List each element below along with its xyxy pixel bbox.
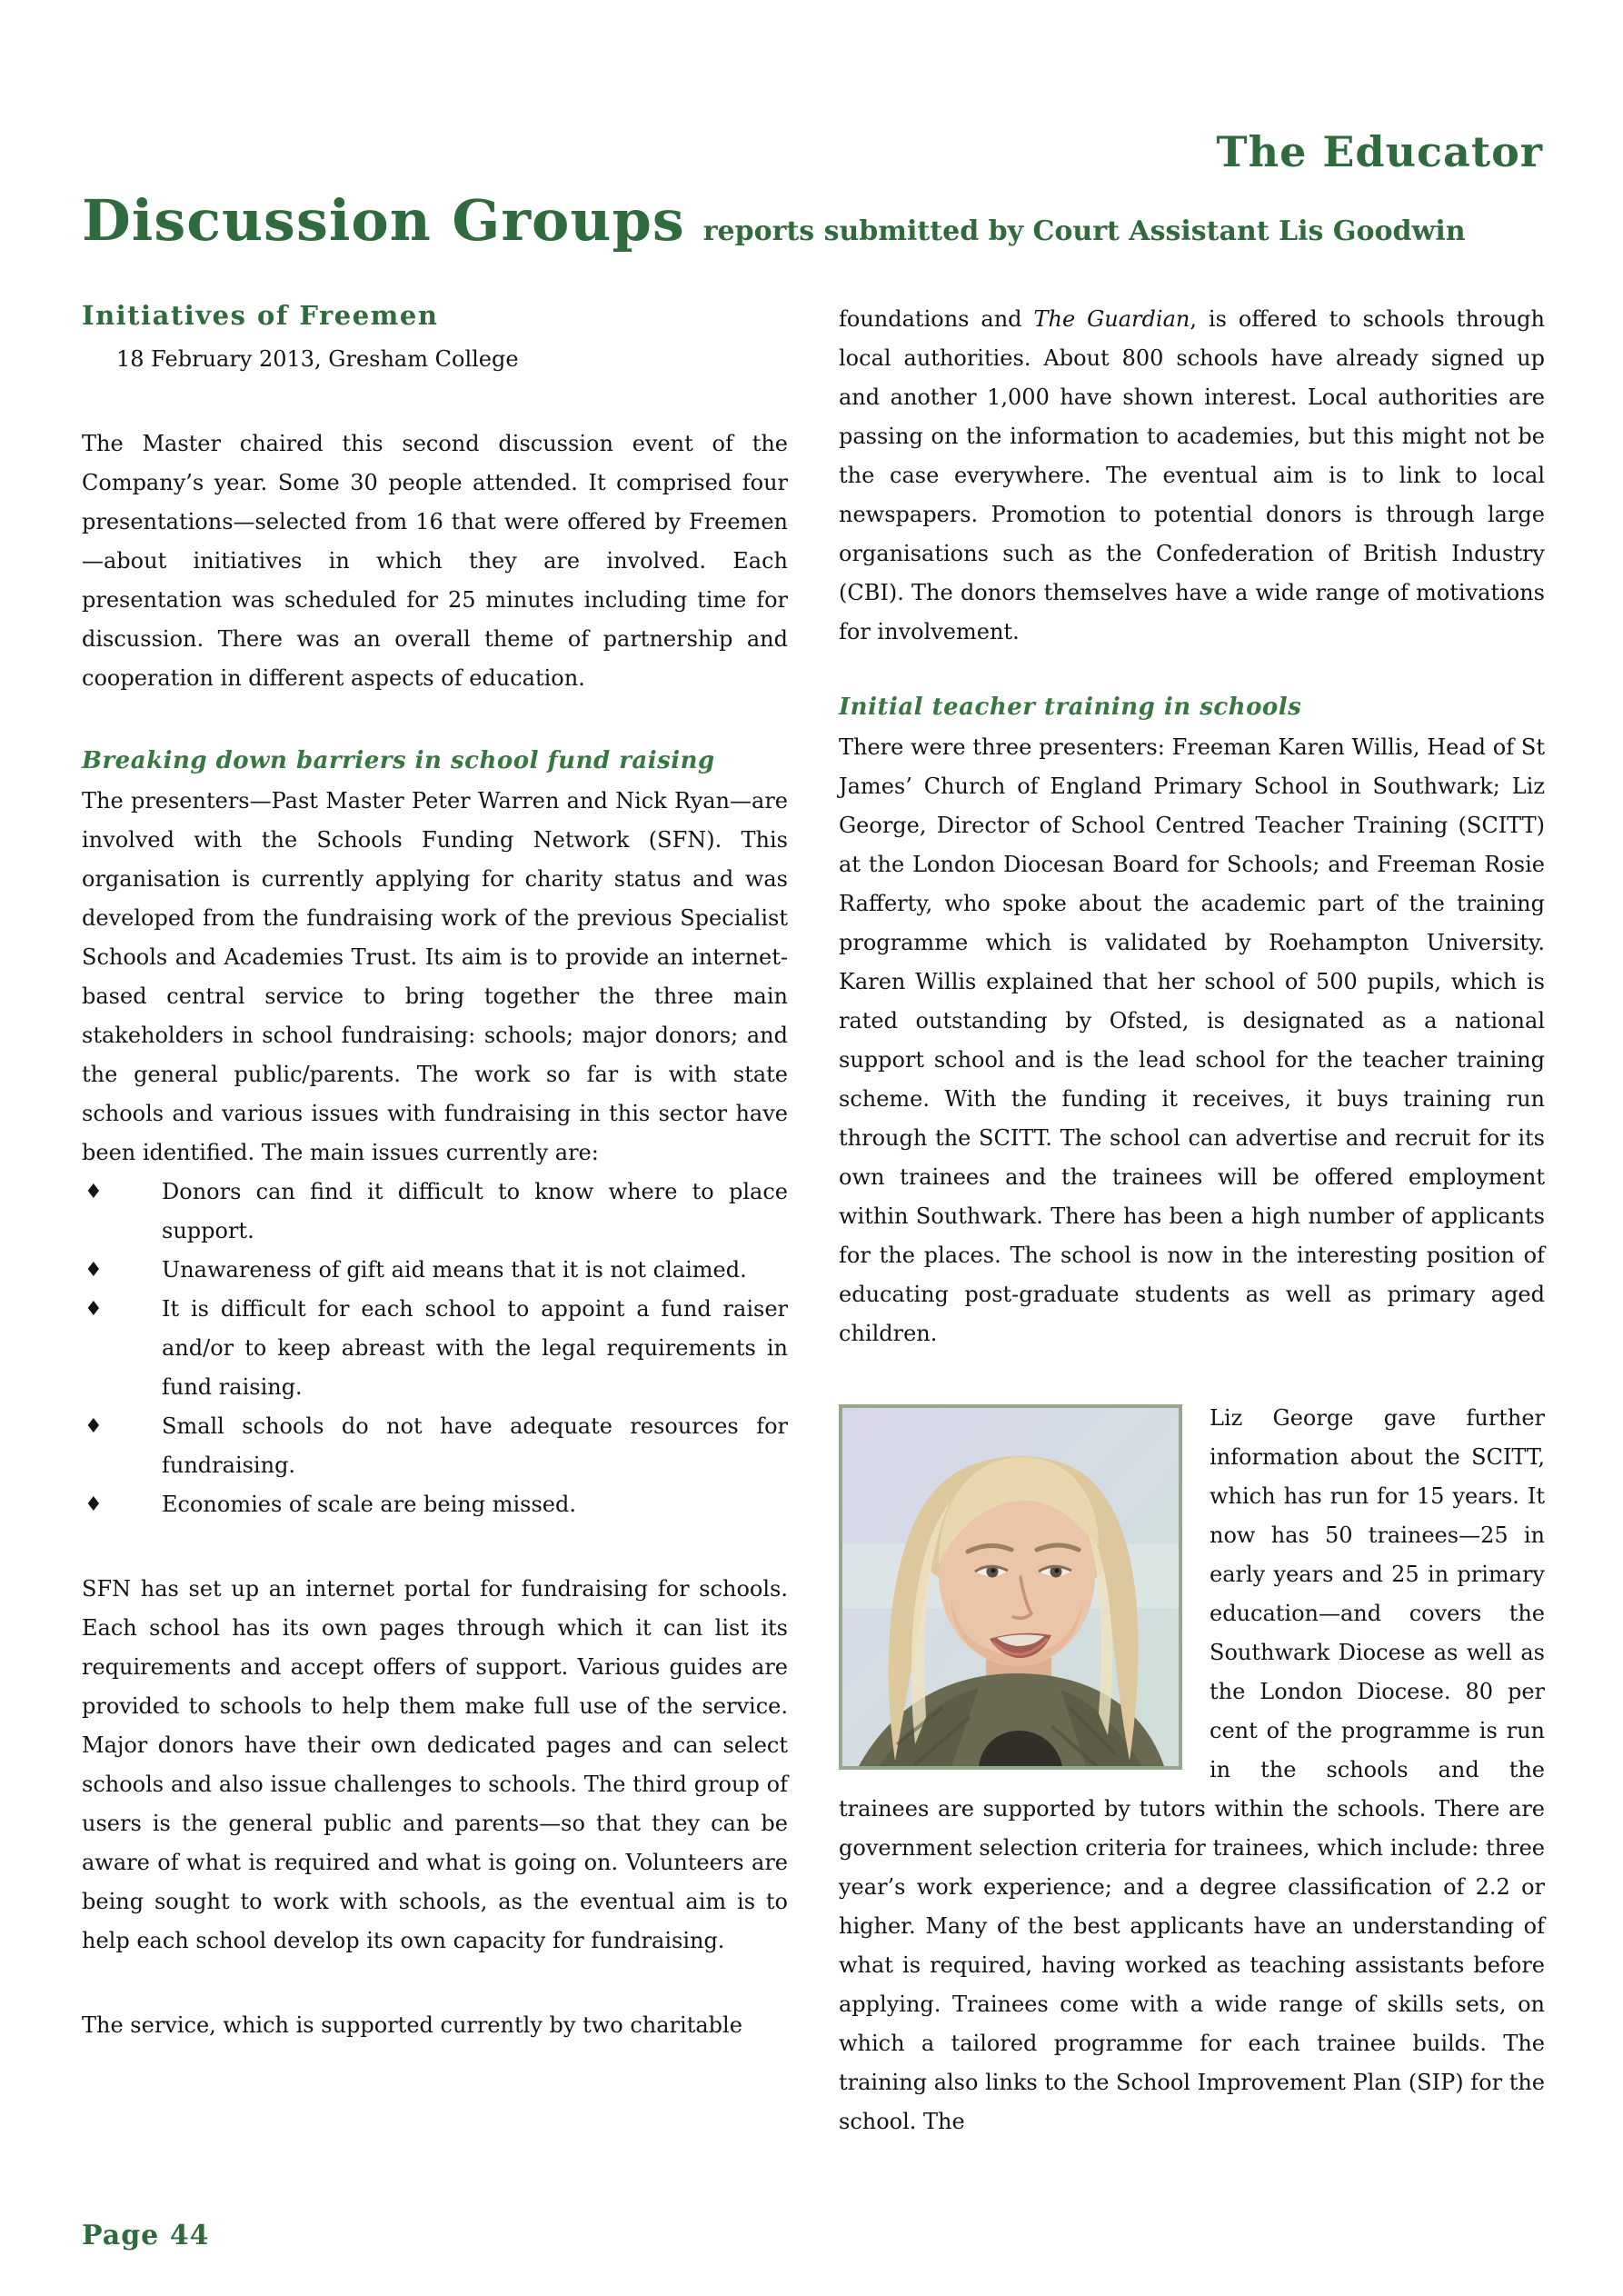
list-item-text: It is difficult for each school to appoint a fund raiser and/or to keep abreast with the legal requirements in fund raising. (162, 1296, 788, 1400)
list-item-text: Unawareness of gift aid means that it is not claimed. (162, 1257, 747, 1283)
paragraph: The presenters—Past Master Peter Warren and Nick Ryan—are involved with the Schools Funding Network (SFN). This organisation is currently applying for charity status and was developed from the fundraising work of the previous Specialist Schools and Academies Trust. Its aim is to provide an internet-based central service to bring together the three main stakeholders in school fundraising: schools; major donors; and the general public/parents. The work so far is with state schools and various issues with fundraising in this sector have been identified. The main issues currently are: (82, 788, 788, 1165)
paragraph: The service, which is supported currently by two charitable (82, 2012, 742, 2038)
paragraph-with-photo (839, 1399, 1545, 2141)
list-item-text: Small schools do not have adequate resources for fundraising. (162, 1413, 788, 1478)
paragraph: There were three presenters: Freeman Karen Willis, Head of St James’ Church of England Primary School in Southwark; Liz George, Director of School Centred Teacher Training (SCITT) at the London Diocesan Board for Schools; and Freeman Rosie Rafferty, who spoke about the academic part of the training programme which is validated by Roehampton University. Karen Willis explained that her school of 500 pupils, which is rated outstanding by Ofsted, is designated as a national support school and is the lead school for the teacher training scheme. With the funding it receives, it buys training run through the SCITT. The school can advertise and recruit for its own trainees and the trainees will be offered employment within Southwark. There has been a high number of applicants for the places. The school is now in the interesting position of educating post-graduate students as well as primary aged children. (839, 734, 1545, 1346)
portrait-illustration (842, 1408, 1179, 1766)
paragraph: The Master chaired this second discussion event of the Company’s year. Some 30 people attended. It comprised four presentations—selected from 16 that were offered by Freemen—about initiatives in which they are involved. Each presentation was scheduled for 25 minutes including time for discussion. There was an overall theme of partnership and cooperation in different aspects of education. (82, 431, 788, 691)
event-dateline: 18 February 2013, Gresham College (116, 346, 519, 372)
masthead: The Educator (1216, 127, 1543, 176)
diamond-bullet-icon: ♦ (85, 1298, 103, 1321)
left-column (82, 300, 788, 2141)
list-item (82, 1485, 788, 1524)
list-item (82, 1290, 788, 1407)
page-number: Page 44 (82, 2220, 210, 2251)
article-title-row (82, 187, 1466, 254)
diamond-bullet-icon: ♦ (85, 1181, 103, 1203)
two-column-layout (82, 300, 1545, 2141)
paragraph (839, 300, 1545, 652)
list-item (82, 1173, 788, 1251)
list-item (82, 1251, 788, 1290)
diamond-bullet-icon: ♦ (85, 1259, 103, 1282)
photo-liz-george (839, 1404, 1182, 1770)
paragraph-text: , is offered to schools through local authorities. About 800 schools have already signed up and another 1,000 have shown interest. Local authorities are passing on the information to academies, but this might not be the case everywhere. The eventual aim is to link to local newspapers. Promotion to potential donors is through large organisations such as the Confederation of British Industry (CBI). The donors themselves have a wide range of motivations for involvement. (839, 306, 1545, 644)
list-item (82, 1407, 788, 1485)
diamond-bullet-icon: ♦ (85, 1415, 103, 1438)
list-item-text: Donors can find it difficult to know where to place support. (162, 1179, 788, 1243)
diamond-bullet-icon: ♦ (85, 1493, 103, 1516)
issues-bullet-list (82, 1173, 788, 1524)
publication-name-italic: The Guardian (1033, 306, 1190, 332)
list-item-text: Economies of scale are being missed. (162, 1492, 576, 1517)
subheading-teacher-training: Initial teacher training in schools (839, 694, 1302, 721)
paragraph-text: Liz George gave further information about the SCITT, which has run for 15 years. It now has 50 trainees—25 in early years and 25 in primary education—and covers the Southwark Diocese as well as the London Diocese. 80 per cent of the programme is run in the schools and the trainees are supported by tutors within the schools. There are government selection criteria for trainees, which include: three year’s work experience; and a degree classification of 2.2 or higher. Many of the best applicants have an understanding of what is required, having worked as teaching assistants before applying. Trainees come with a wide range of skills sets, on which a tailored programme for each trainee builds. The training also links to the School Improvement Plan (SIP) for the school. The (839, 1405, 1545, 2134)
paragraph-text: foundations and (839, 306, 1034, 332)
subheading-fund-raising: Breaking down barriers in school fund raising (82, 747, 715, 774)
right-column (839, 300, 1545, 2141)
section-heading-initiatives: Initiatives of Freemen (82, 300, 439, 331)
paragraph: SFN has set up an internet portal for fundraising for schools. Each school has its own pages through which it can list its requirements and accept offers of support. Various guides are provided to schools to help them make full use of the service. Major donors have their own dedicated pages and can select schools and also issue challenges to schools. The third group of users is the general public and parents—so that they can be aware of what is required and what is going on. Volunteers are being sought to work with schools, as the eventual aim is to help each school develop its own capacity for fundraising. (82, 1576, 788, 1953)
article-title: Discussion Groups (82, 187, 685, 254)
article-subtitle: reports submitted by Court Assistant Lis Goodwin (702, 215, 1466, 247)
